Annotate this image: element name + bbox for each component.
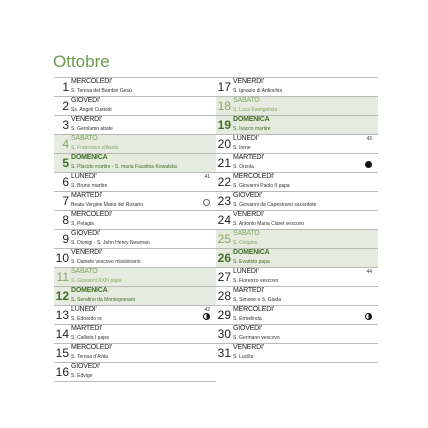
saint-name: S. Ermelinda (233, 316, 262, 322)
weekday-label: MARTEDI' (233, 154, 265, 161)
weekday-label: MERCOLEDI' (71, 211, 112, 218)
day-row[interactable] (54, 135, 216, 154)
moon-quarter-icon (365, 313, 372, 320)
weekday-label: DOMENICA (233, 249, 270, 256)
day-number: 9 (62, 232, 69, 246)
week-number: 41 (204, 174, 210, 180)
saint-name: S. Pelagia (71, 221, 94, 227)
day-row[interactable] (216, 344, 378, 363)
day-row[interactable] (54, 268, 216, 287)
weekday-label: LUNEDI' (233, 268, 259, 275)
saint-name: S. Gerolamo abate (71, 126, 113, 132)
weekday-label: GIOVEDI' (71, 363, 100, 370)
weekday-label: DOMENICA (71, 154, 108, 161)
day-row[interactable] (216, 306, 378, 325)
saint-name: S. Antonio Maria Claret vescovo (233, 221, 305, 227)
day-number: 23 (217, 194, 231, 208)
day-row[interactable] (216, 173, 378, 192)
weekday-label: MERCOLEDI' (233, 173, 274, 180)
day-row[interactable] (216, 211, 378, 230)
saint-name: S. Evaristo papa (233, 259, 270, 265)
day-row[interactable] (54, 97, 216, 116)
day-number: 6 (62, 175, 69, 189)
day-number: 29 (217, 308, 231, 322)
day-number: 22 (217, 175, 231, 189)
day-number: 5 (62, 156, 69, 170)
day-row[interactable] (216, 135, 378, 154)
day-row[interactable] (216, 77, 378, 97)
day-row[interactable] (54, 173, 216, 192)
day-number: 28 (217, 289, 231, 303)
saint-name: S. Dionigi - S. John Henry Newman (71, 240, 150, 246)
weekday-label: DOMENICA (233, 116, 270, 123)
saint-name: S. Isacco martire (233, 126, 271, 132)
day-number: 2 (62, 99, 69, 113)
weekday-label: MERCOLEDI' (233, 306, 274, 313)
week-number: 44 (366, 269, 372, 275)
weekday-label: LUNEDI' (71, 173, 97, 180)
day-number: 4 (62, 137, 69, 151)
day-number: 14 (55, 327, 69, 341)
day-row[interactable] (54, 77, 216, 97)
day-row[interactable] (216, 325, 378, 344)
saint-name: S. Giovanni da Capestrano sacerdote (233, 202, 317, 208)
day-row[interactable] (54, 154, 216, 173)
weekday-label: GIOVEDI' (71, 230, 100, 237)
week-number: 43 (366, 136, 372, 142)
weekday-label: MERCOLEDI' (71, 78, 112, 85)
day-number: 19 (217, 118, 231, 132)
day-row[interactable] (216, 230, 378, 249)
saint-name: S. Teresa d'Avila (71, 354, 108, 360)
day-number: 27 (217, 270, 231, 284)
weekday-label: SABATO (71, 135, 98, 142)
weekday-label: GIOVEDI' (233, 325, 262, 332)
weekday-label: VENERDI' (233, 211, 264, 218)
day-number: 26 (217, 251, 231, 265)
weekday-label: MARTEDI' (71, 192, 103, 199)
moon-full-icon (203, 199, 210, 206)
saint-name: S. Edoardo re (71, 316, 102, 322)
saint-name: S. Placido martire - S. maria Faustina Kowalska (71, 164, 177, 170)
saint-name: S. Irene (233, 145, 251, 151)
day-number: 3 (62, 118, 69, 132)
saint-name: S. Simone e S. Giuda (233, 297, 282, 303)
day-row[interactable] (54, 211, 216, 230)
weekday-label: VENERDI' (233, 78, 264, 85)
day-number: 18 (217, 99, 231, 113)
day-row[interactable] (216, 249, 378, 268)
saint-name: S. Francesco d'Assisi (71, 145, 119, 151)
day-number: 24 (217, 213, 231, 227)
day-row[interactable] (54, 116, 216, 135)
weekday-label: VENERDI' (233, 344, 264, 351)
saint-name: S. Fiorenzo vescovo (233, 278, 279, 284)
day-row[interactable] (216, 116, 378, 135)
day-row[interactable] (216, 97, 378, 116)
day-row[interactable] (54, 287, 216, 306)
weekday-label: SABATO (233, 230, 260, 237)
weekday-label: SABATO (71, 268, 98, 275)
day-row[interactable] (54, 363, 216, 382)
weekday-label: MERCOLEDI' (71, 344, 112, 351)
saint-name: S. Crispino (233, 240, 258, 246)
calendar-column-right (216, 77, 378, 363)
day-number: 30 (217, 327, 231, 341)
weekday-label: GIOVEDI' (71, 97, 100, 104)
saint-name: Ss. Angeli Custodi (71, 107, 112, 113)
saint-name: S. Teresa del Bambin Gesù (71, 88, 132, 94)
saint-name: S. Giovanni XXIII papa (71, 278, 122, 284)
weekday-label: GIOVEDI' (233, 192, 262, 199)
saint-name: S. Giovanni Paolo II papa (233, 183, 290, 189)
saint-name: S. Daniele vescovo missionario (71, 259, 141, 265)
day-number: 10 (55, 251, 69, 265)
day-number: 7 (62, 194, 69, 208)
saint-name: S. Ignazio di Antiochia (233, 88, 283, 94)
day-number: 31 (217, 346, 231, 360)
weekday-label: MARTEDI' (71, 325, 103, 332)
day-row[interactable] (216, 154, 378, 173)
saint-name: S. Callisto I papa (71, 335, 109, 341)
weekday-label: LUNEDI' (71, 306, 97, 313)
day-number: 12 (55, 289, 69, 303)
saint-name: S. Lucilla (233, 354, 254, 360)
saint-name: Beata Vergine Maria del Rosario (71, 202, 143, 208)
day-number: 8 (62, 213, 69, 227)
saint-name: S. Luca Evangelista (233, 107, 278, 113)
calendar-column-left (54, 77, 216, 382)
day-row[interactable] (216, 287, 378, 306)
day-row[interactable] (216, 268, 378, 287)
saint-name: S. Germano vescovo (233, 335, 280, 341)
day-row[interactable] (54, 192, 216, 211)
moon-quarter-icon (203, 313, 210, 320)
saint-name: S. Serafino da Montegranaro (71, 297, 136, 303)
day-row[interactable] (54, 344, 216, 363)
week-number: 42 (204, 307, 210, 313)
day-number: 15 (55, 346, 69, 360)
day-number: 11 (56, 270, 69, 284)
weekday-label: VENERDI' (71, 116, 102, 123)
weekday-label: DOMENICA (71, 287, 108, 294)
weekday-label: MARTEDI' (233, 287, 265, 294)
weekday-label: VENERDI' (71, 249, 102, 256)
month-title: Ottobre (53, 52, 110, 71)
day-row[interactable] (54, 230, 216, 249)
moon-new-icon (365, 161, 372, 168)
saint-name: S. Orsola (233, 164, 254, 170)
day-number: 20 (217, 137, 231, 151)
day-row[interactable] (54, 325, 216, 344)
day-number: 21 (217, 156, 231, 170)
day-number: 1 (62, 80, 69, 94)
saint-name: S. Bruno martire (71, 183, 108, 189)
day-row[interactable] (216, 192, 378, 211)
day-row[interactable] (54, 249, 216, 268)
day-number: 13 (55, 308, 69, 322)
saint-name: S. Edvige (71, 373, 93, 379)
day-number: 17 (217, 80, 231, 94)
weekday-label: SABATO (233, 97, 260, 104)
day-row[interactable] (54, 306, 216, 325)
day-number: 16 (55, 365, 69, 379)
weekday-label: LUNEDI' (233, 135, 259, 142)
day-number: 25 (217, 232, 231, 246)
